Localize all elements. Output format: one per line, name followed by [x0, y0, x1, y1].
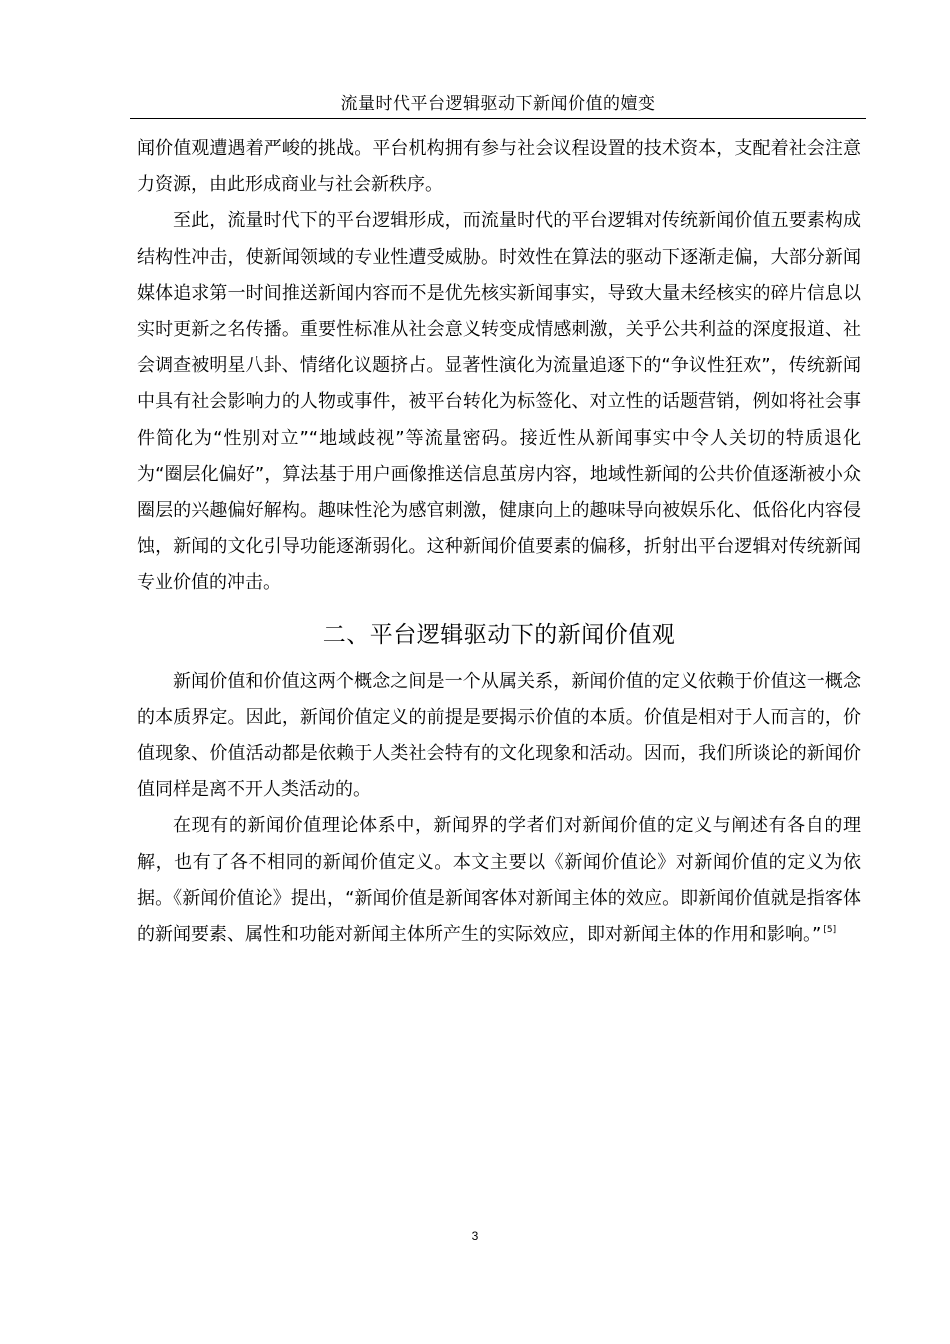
page-number: 3: [471, 1229, 479, 1243]
header-divider: [130, 118, 866, 119]
paragraph-continuation: 闻价值观遭遇着严峻的挑战。平台机构拥有参与社会议程设置的技术资本，支配着社会注意力资源，由此形成商业与社会新秩序。: [137, 138, 861, 196]
citation-marker: [5]: [823, 925, 837, 936]
page-body: [137, 131, 861, 953]
paragraph-value-definition-text: 在现有的新闻价值理论体系中，新闻界的学者们对新闻价值的定义与阐述有各自的理解，也有了各不相同的新闻价值定义。本文主要以《新闻价值论》对新闻价值的定义为依据。《新闻价值论》提出，“新闻价值是新闻客体对新闻主体的效应。即新闻价值就是指客体的新闻要素、属性和功能对新闻主体所产生的实际效应，即对新闻主体的作用和影响。”: [137, 815, 861, 946]
paragraph-platform-logic: 至此，流量时代下的平台逻辑形成，而流量时代的平台逻辑对传统新闻价值五要素构成结构性冲击，使新闻领域的专业性遭受威胁。时效性在算法的驱动下逐渐走偏，大部分新闻媒体追求第一时间推送新闻内容而不是优先核实新闻事实，导致大量未经核实的碎片信息以实时更新之名传播。重要性标准从社会意义转变成情感刺激，关乎公共利益的深度报道、社会调查被明星八卦、情绪化议题挤占。显著性演化为流量追逐下的“争议性狂欢”，传统新闻中具有社会影响力的人物或事件，被平台转化为标签化、对立性的话题营销，例如将社会事件简化为“性别对立”“地域歧视”等流量密码。接近性从新闻事实中令人关切的特质退化为“圈层化偏好”，算法基于用户画像推送信息茧房内容，地域性新闻的公共价值逐渐被小众圈层的兴趣偏好解构。趣味性沦为感官刺激，健康向上的趣味导向被娱乐化、低俗化内容侵蚀，新闻的文化引导功能逐渐弱化。这种新闻价值要素的偏移，折射出平台逻辑对传统新闻专业价值的冲击。: [137, 210, 861, 594]
running-header-title: 流量时代平台逻辑驱动下新闻价值的嬗变: [340, 94, 656, 114]
paragraph-value-definition: [137, 808, 861, 953]
paragraph-value-concept: 新闻价值和价值这两个概念之间是一个从属关系，新闻价值的定义依赖于价值这一概念的本质界定。因此，新闻价值定义的前提是要揭示价值的本质。价值是相对于人而言的，价值现象、价值活动都是依赖于人类社会特有的文化现象和活动。因而，我们所谈论的新闻价值同样是离不开人类活动的。: [137, 670, 861, 801]
section-heading: 二、平台逻辑驱动下的新闻价值观: [322, 621, 676, 648]
